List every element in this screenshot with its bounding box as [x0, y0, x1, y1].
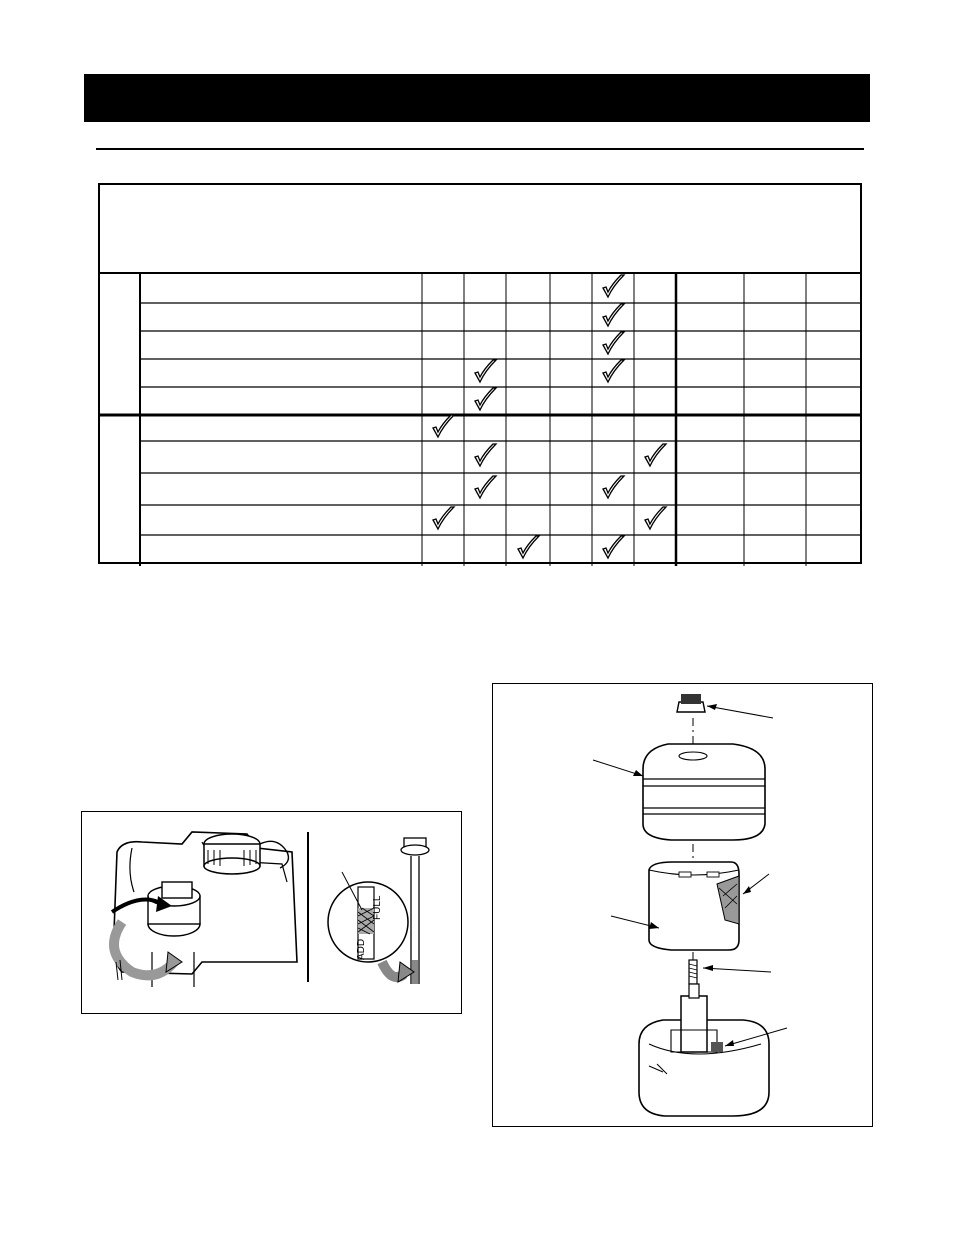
- check-mark-icon: [603, 332, 624, 354]
- check-mark-icon: [603, 275, 624, 297]
- check-mark-icon: [475, 388, 496, 410]
- check-mark-icon: [603, 360, 624, 382]
- check-mark-icon: [518, 536, 539, 558]
- maintenance-schedule-table: [98, 183, 862, 564]
- schedule-grid: [100, 185, 864, 566]
- air-filter-illustration: [493, 684, 874, 1128]
- dipstick-full-text: FULL: [372, 895, 383, 920]
- check-mark-icon: [475, 360, 496, 382]
- oil-check-figure: [81, 811, 462, 1014]
- section-rule: [96, 148, 864, 150]
- check-mark-icon: [603, 536, 624, 558]
- check-mark-icon: [475, 444, 496, 466]
- check-mark-icon: [433, 415, 454, 437]
- check-mark-icon: [475, 476, 496, 498]
- oil-illustration: [82, 812, 463, 1015]
- dipstick-add-text: ADD: [356, 938, 367, 960]
- check-mark-icon: [645, 444, 666, 466]
- check-mark-icon: [603, 304, 624, 326]
- check-mark-icon: [603, 476, 624, 498]
- header-bar: [84, 74, 870, 122]
- check-mark-icon: [645, 507, 666, 529]
- air-filter-figure: [492, 683, 873, 1127]
- check-mark-icon: [433, 507, 454, 529]
